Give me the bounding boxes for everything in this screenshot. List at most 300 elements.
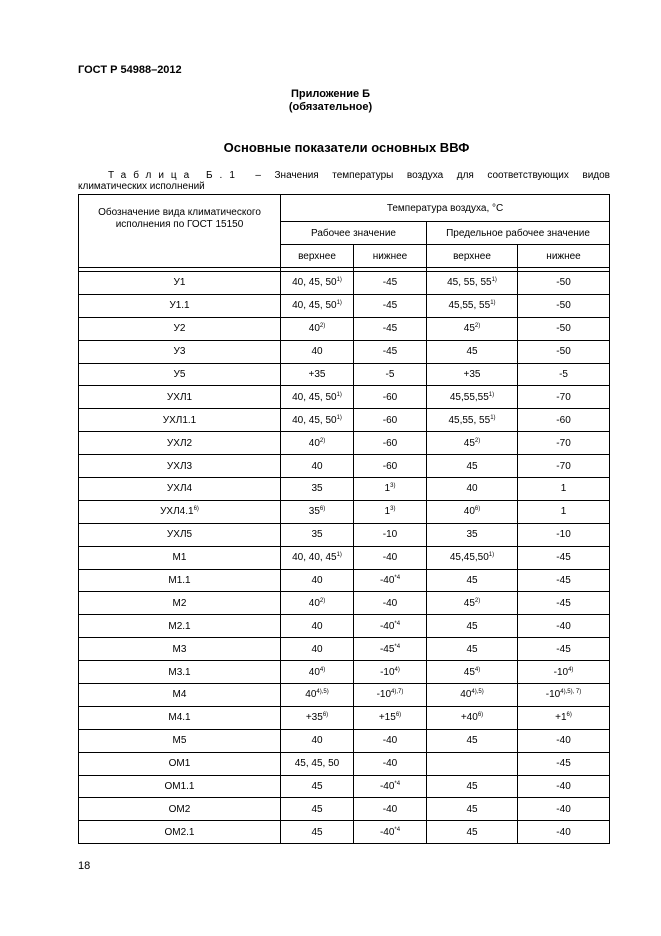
- footnote-mark: 1): [488, 552, 495, 559]
- cell-value: -50: [556, 323, 571, 335]
- cell-value: -50: [556, 346, 571, 358]
- footnote-mark: 4),7): [391, 689, 404, 696]
- working-lower-cell: [354, 569, 427, 592]
- limit-lower-cell: [518, 294, 610, 317]
- cell-value: +40: [460, 712, 478, 724]
- caption-line-2: климатических исполнений: [78, 181, 205, 192]
- cell-value: -70: [556, 460, 571, 472]
- cell-value: -50: [556, 300, 571, 312]
- working-lower-cell: [354, 363, 427, 386]
- designation-cell: [79, 500, 281, 523]
- working-lower-cell: [354, 272, 427, 295]
- designation-cell: [79, 752, 281, 775]
- cell-value: 40, 45, 50: [292, 414, 337, 426]
- cell-value: -10: [380, 666, 395, 678]
- appendix-subtitle: (обязательное): [288, 101, 373, 113]
- working-upper-cell: [281, 523, 354, 546]
- working-upper-cell: [281, 821, 354, 844]
- cell-value: -60: [556, 414, 571, 426]
- limit-upper-cell: [427, 409, 518, 432]
- cell-value: +35: [463, 369, 481, 380]
- working-upper-cell: [281, 615, 354, 638]
- working-upper-cell: [281, 546, 354, 569]
- cell-value: 40: [311, 643, 323, 655]
- cell-value: -40: [382, 552, 398, 564]
- footnote-mark: 4): [394, 666, 400, 673]
- cell-value: М3: [172, 643, 187, 655]
- cell-value: 45: [311, 826, 323, 838]
- limit-upper-cell: [427, 661, 518, 684]
- header-working-value: Рабочее значение: [281, 222, 427, 245]
- working-upper-cell: [281, 317, 354, 340]
- cell-value: -40: [379, 826, 395, 838]
- cell-value: М1: [172, 552, 187, 564]
- cell-value: +35: [305, 712, 323, 724]
- limit-upper-cell: [427, 569, 518, 592]
- working-upper-cell: [281, 569, 354, 592]
- limit-upper-cell: [427, 706, 518, 729]
- cell-value: УХЛ1.1: [162, 414, 197, 426]
- cell-value: 45: [466, 643, 478, 655]
- designation-cell: [79, 706, 281, 729]
- working-lower-cell: [354, 615, 427, 638]
- cell-value: У1: [173, 277, 186, 289]
- cell-value: 40: [308, 323, 320, 335]
- header-temperature: Температура воздуха, °С: [281, 195, 610, 222]
- cell-value: 40: [466, 483, 478, 495]
- cell-value: 45: [466, 803, 478, 815]
- cell-value: УХЛ2: [166, 437, 193, 449]
- footnote-mark: 1): [336, 277, 342, 284]
- limit-lower-cell: [518, 684, 610, 707]
- caption-word: видов: [582, 170, 610, 181]
- cell-value: 40: [308, 597, 320, 609]
- cell-value: -10: [556, 529, 571, 541]
- table-row: [79, 409, 610, 432]
- working-upper-cell: [281, 798, 354, 821]
- working-upper-cell: [281, 386, 354, 409]
- caption-dash: –: [255, 170, 261, 181]
- cell-value: 40: [308, 437, 320, 449]
- cell-value: -45: [556, 552, 571, 564]
- caption-line-1: [78, 170, 610, 181]
- working-upper-cell: [281, 752, 354, 775]
- cell-value: 40: [311, 735, 323, 747]
- table-row: [79, 523, 610, 546]
- footnote-mark: 6): [474, 506, 481, 513]
- limit-lower-cell: [518, 706, 610, 729]
- footnote-mark: 3): [390, 483, 396, 490]
- footnote-mark: *4: [394, 781, 401, 788]
- cell-value: 40: [460, 689, 472, 701]
- working-upper-cell: [281, 455, 354, 478]
- cell-value: -70: [556, 437, 571, 449]
- table-row: [79, 638, 610, 661]
- working-lower-cell: [354, 775, 427, 798]
- cell-value: М1.1: [168, 575, 191, 587]
- limit-upper-cell: [427, 455, 518, 478]
- limit-upper-cell: [427, 432, 518, 455]
- footnote-mark: *4: [394, 643, 401, 650]
- cell-value: УХЛ4: [166, 483, 193, 495]
- table-row: [79, 317, 610, 340]
- cell-value: М2: [172, 597, 187, 609]
- cell-value: -10: [545, 689, 561, 701]
- working-upper-cell: [281, 409, 354, 432]
- designation-cell: [79, 615, 281, 638]
- table-row: [79, 752, 610, 775]
- cell-value: -45: [556, 758, 571, 770]
- limit-upper-cell: [427, 775, 518, 798]
- working-upper-cell: [281, 500, 354, 523]
- footnote-mark: 2): [474, 597, 481, 604]
- cell-value: -40: [379, 620, 395, 632]
- cell-value: 35: [466, 529, 478, 541]
- designation-cell: [79, 798, 281, 821]
- caption-word: температуры: [332, 170, 394, 181]
- footnote-mark: 6): [566, 712, 572, 719]
- footnote-mark: 2): [319, 323, 326, 330]
- cell-value: 45: [311, 781, 323, 793]
- cell-value: 45, 55, 55: [447, 277, 492, 289]
- limit-lower-cell: [518, 386, 610, 409]
- designation-cell: [79, 775, 281, 798]
- limit-lower-cell: [518, 592, 610, 615]
- table-caption: [78, 170, 610, 192]
- designation-cell: [79, 729, 281, 752]
- limit-lower-cell: [518, 478, 610, 501]
- limit-lower-cell: [518, 340, 610, 363]
- footnote-mark: 2): [474, 323, 481, 330]
- cell-value: 45: [463, 437, 475, 449]
- designation-cell: [79, 294, 281, 317]
- footnote-mark: 6): [319, 506, 326, 513]
- cell-value: 40, 40, 45: [292, 552, 337, 564]
- working-lower-cell: [354, 317, 427, 340]
- cell-value: М4.1: [168, 712, 191, 724]
- working-lower-cell: [354, 546, 427, 569]
- limit-lower-cell: [518, 523, 610, 546]
- working-upper-cell: [281, 272, 354, 295]
- table-row: [79, 478, 610, 501]
- cell-value: М4: [172, 689, 187, 701]
- cell-value: 40, 45, 50: [292, 391, 337, 403]
- working-lower-cell: [354, 661, 427, 684]
- caption-word: воздуха: [406, 170, 444, 181]
- table-row: [79, 569, 610, 592]
- cell-value: -45: [382, 346, 398, 358]
- cell-value: 35: [311, 529, 323, 541]
- limit-lower-cell: [518, 409, 610, 432]
- cell-value: У5: [173, 369, 186, 380]
- cell-value: ОМ1: [168, 758, 191, 770]
- cell-value: 45,55,55: [449, 391, 489, 403]
- cell-value: ОМ2.1: [164, 826, 195, 838]
- designation-cell: [79, 569, 281, 592]
- cell-value: -5: [385, 369, 395, 380]
- limit-upper-cell: [427, 821, 518, 844]
- cell-value: 45: [463, 323, 475, 335]
- cell-value: -40: [382, 597, 398, 609]
- footnote-mark: 1): [491, 277, 497, 284]
- table-row: [79, 684, 610, 707]
- cell-value: -50: [556, 277, 571, 289]
- cell-value: -60: [382, 391, 398, 403]
- limit-lower-cell: [518, 569, 610, 592]
- limit-lower-cell: [518, 363, 610, 386]
- working-lower-cell: [354, 386, 427, 409]
- footnote-mark: 4): [319, 666, 326, 673]
- working-lower-cell: [354, 684, 427, 707]
- appendix-title: Приложение Б: [290, 88, 371, 100]
- cell-value: -45: [556, 597, 571, 609]
- limit-lower-cell: [518, 615, 610, 638]
- table-row: [79, 706, 610, 729]
- cell-value: ОМ2: [168, 803, 191, 815]
- cell-value: -40: [556, 826, 571, 838]
- cell-value: М5: [172, 735, 187, 747]
- working-lower-cell: [354, 478, 427, 501]
- cell-value: М2.1: [168, 620, 191, 632]
- table-row: [79, 272, 610, 295]
- footnote-mark: 6): [477, 712, 484, 719]
- table-row: [79, 821, 610, 844]
- cell-value: -45: [382, 323, 398, 335]
- limit-upper-cell: [427, 729, 518, 752]
- caption-word: соответствующих: [487, 170, 569, 181]
- designation-cell: [79, 409, 281, 432]
- cell-value: 45: [466, 826, 478, 838]
- cell-value: -70: [556, 391, 571, 403]
- designation-cell: [79, 432, 281, 455]
- limit-upper-cell: [427, 340, 518, 363]
- cell-value: 1: [560, 506, 567, 518]
- cell-value: 45: [466, 620, 478, 632]
- working-lower-cell: [354, 798, 427, 821]
- cell-value: -45: [382, 300, 398, 312]
- cell-value: 40, 45, 50: [292, 277, 337, 289]
- header-working-lower: нижнее: [354, 245, 427, 268]
- cell-value: -60: [382, 437, 398, 449]
- designation-cell: [79, 821, 281, 844]
- limit-upper-cell: [427, 615, 518, 638]
- cell-value: -40: [382, 735, 398, 747]
- limit-upper-cell: [427, 592, 518, 615]
- cell-value: 1: [384, 506, 391, 518]
- working-lower-cell: [354, 592, 427, 615]
- working-upper-cell: [281, 638, 354, 661]
- table-row: [79, 500, 610, 523]
- cell-value: -40: [556, 620, 571, 632]
- working-lower-cell: [354, 729, 427, 752]
- footnote-mark: 1): [490, 300, 496, 307]
- designation-cell: [79, 661, 281, 684]
- designation-cell: [79, 523, 281, 546]
- limit-lower-cell: [518, 775, 610, 798]
- working-lower-cell: [354, 752, 427, 775]
- cell-value: 45, 45, 50: [294, 758, 340, 770]
- limit-upper-cell: [427, 523, 518, 546]
- table-body: [79, 272, 610, 844]
- cell-value: +35: [308, 369, 326, 380]
- table-row: [79, 798, 610, 821]
- cell-value: -5: [559, 369, 568, 380]
- table-row: [79, 432, 610, 455]
- footnote-mark: 4),5): [471, 689, 484, 696]
- limit-lower-cell: [518, 272, 610, 295]
- limit-lower-cell: [518, 546, 610, 569]
- cell-value: 45,45,50: [449, 552, 489, 564]
- footnote-mark: 3): [390, 506, 396, 513]
- caption-word: Значения: [274, 170, 319, 181]
- limit-upper-cell: [427, 546, 518, 569]
- cell-value: УХЛ4.1: [160, 506, 194, 518]
- limit-lower-cell: [518, 821, 610, 844]
- cell-value: 40, 45, 50: [292, 300, 337, 312]
- cell-value: 35: [308, 506, 320, 518]
- limit-lower-cell: [518, 752, 610, 775]
- working-upper-cell: [281, 729, 354, 752]
- working-upper-cell: [281, 775, 354, 798]
- working-upper-cell: [281, 592, 354, 615]
- limit-lower-cell: [518, 798, 610, 821]
- cell-value: -60: [382, 460, 398, 472]
- limit-upper-cell: [427, 478, 518, 501]
- cell-value: -40: [382, 758, 398, 770]
- footnote-mark: 1): [488, 391, 495, 398]
- working-upper-cell: [281, 432, 354, 455]
- working-lower-cell: [354, 455, 427, 478]
- footnote-mark: 6): [193, 506, 199, 513]
- designation-cell: [79, 592, 281, 615]
- footnote-mark: 4),5): [316, 689, 329, 696]
- cell-value: 35: [311, 483, 323, 495]
- cell-value: УХЛ5: [166, 529, 193, 541]
- footnote-mark: *4: [394, 575, 401, 582]
- designation-cell: [79, 684, 281, 707]
- footnote-mark: *4: [394, 826, 401, 833]
- limit-upper-cell: [427, 317, 518, 340]
- cell-value: -40: [556, 803, 571, 815]
- cell-value: -40: [556, 781, 571, 793]
- cell-value: 45,55, 55: [448, 300, 491, 312]
- document-code: ГОСТ Р 54988–2012: [78, 64, 182, 76]
- cell-value: +15: [378, 712, 396, 724]
- cell-value: -45: [556, 575, 571, 587]
- cell-value: -45: [556, 643, 571, 655]
- limit-upper-cell: [427, 684, 518, 707]
- cell-value: -45: [379, 643, 395, 655]
- limit-upper-cell: [427, 638, 518, 661]
- cell-value: 40: [305, 689, 317, 701]
- designation-cell: [79, 478, 281, 501]
- cell-value: +1: [555, 712, 567, 724]
- designation-cell: [79, 340, 281, 363]
- footnote-mark: 6): [395, 712, 402, 719]
- designation-cell: [79, 363, 281, 386]
- cell-value: У3: [173, 346, 186, 358]
- footnote-mark: 4): [568, 666, 574, 673]
- table-row: [79, 386, 610, 409]
- working-lower-cell: [354, 523, 427, 546]
- cell-value: 40: [463, 506, 475, 518]
- limit-upper-cell: [427, 294, 518, 317]
- cell-value: 45: [466, 460, 478, 472]
- working-lower-cell: [354, 340, 427, 363]
- designation-cell: [79, 386, 281, 409]
- working-lower-cell: [354, 706, 427, 729]
- working-lower-cell: [354, 409, 427, 432]
- limit-upper-cell: [427, 798, 518, 821]
- limit-lower-cell: [518, 500, 610, 523]
- table-row: [79, 363, 610, 386]
- table-row: [79, 661, 610, 684]
- cell-value: -10: [382, 529, 398, 541]
- cell-value: У1.1: [169, 300, 190, 312]
- limit-lower-cell: [518, 729, 610, 752]
- cell-value: 40: [311, 620, 323, 632]
- page-number: 18: [78, 860, 91, 872]
- caption-word: для: [456, 170, 474, 181]
- cell-value: 45: [463, 597, 475, 609]
- cell-value: 45: [466, 735, 478, 747]
- cell-value: 45: [466, 781, 478, 793]
- cell-value: 40: [311, 460, 323, 472]
- footnote-mark: *4: [394, 620, 401, 627]
- footnote-mark: 4),5), 7): [560, 689, 582, 696]
- designation-cell: [79, 272, 281, 295]
- cell-value: М3.1: [168, 666, 191, 678]
- limit-lower-cell: [518, 455, 610, 478]
- table-row: [79, 340, 610, 363]
- temperature-table: [78, 194, 610, 844]
- header-limit-upper: верхнее: [427, 245, 518, 268]
- working-upper-cell: [281, 478, 354, 501]
- footnote-mark: 1): [336, 552, 342, 559]
- table-row: [79, 546, 610, 569]
- cell-value: -40: [379, 781, 395, 793]
- footnote-mark: 6): [322, 712, 329, 719]
- working-upper-cell: [281, 684, 354, 707]
- limit-upper-cell: [427, 500, 518, 523]
- header-designation: Обозначение вида климатического исполнения по ГОСТ 15150: [79, 195, 281, 268]
- cell-value: УХЛ1: [166, 391, 193, 403]
- working-lower-cell: [354, 821, 427, 844]
- working-upper-cell: [281, 706, 354, 729]
- footnote-mark: 2): [319, 437, 326, 444]
- cell-value: -45: [382, 277, 398, 289]
- cell-value: 45: [466, 575, 478, 587]
- cell-value: -40: [379, 575, 395, 587]
- cell-value: 40: [311, 346, 323, 358]
- working-lower-cell: [354, 500, 427, 523]
- cell-value: 45: [466, 346, 478, 358]
- cell-value: -40: [382, 803, 398, 815]
- cell-value: -10: [376, 689, 392, 701]
- limit-lower-cell: [518, 638, 610, 661]
- working-upper-cell: [281, 363, 354, 386]
- working-upper-cell: [281, 661, 354, 684]
- table-row: [79, 455, 610, 478]
- cell-value: -10: [553, 666, 569, 678]
- table-row: [79, 729, 610, 752]
- cell-value: ОМ1.1: [164, 781, 195, 793]
- footnote-mark: 1): [490, 414, 496, 421]
- cell-value: -60: [382, 414, 398, 426]
- cell-value: 1: [384, 483, 391, 495]
- limit-upper-cell: [427, 363, 518, 386]
- section-title: Основные показатели основных ВВФ: [223, 140, 470, 155]
